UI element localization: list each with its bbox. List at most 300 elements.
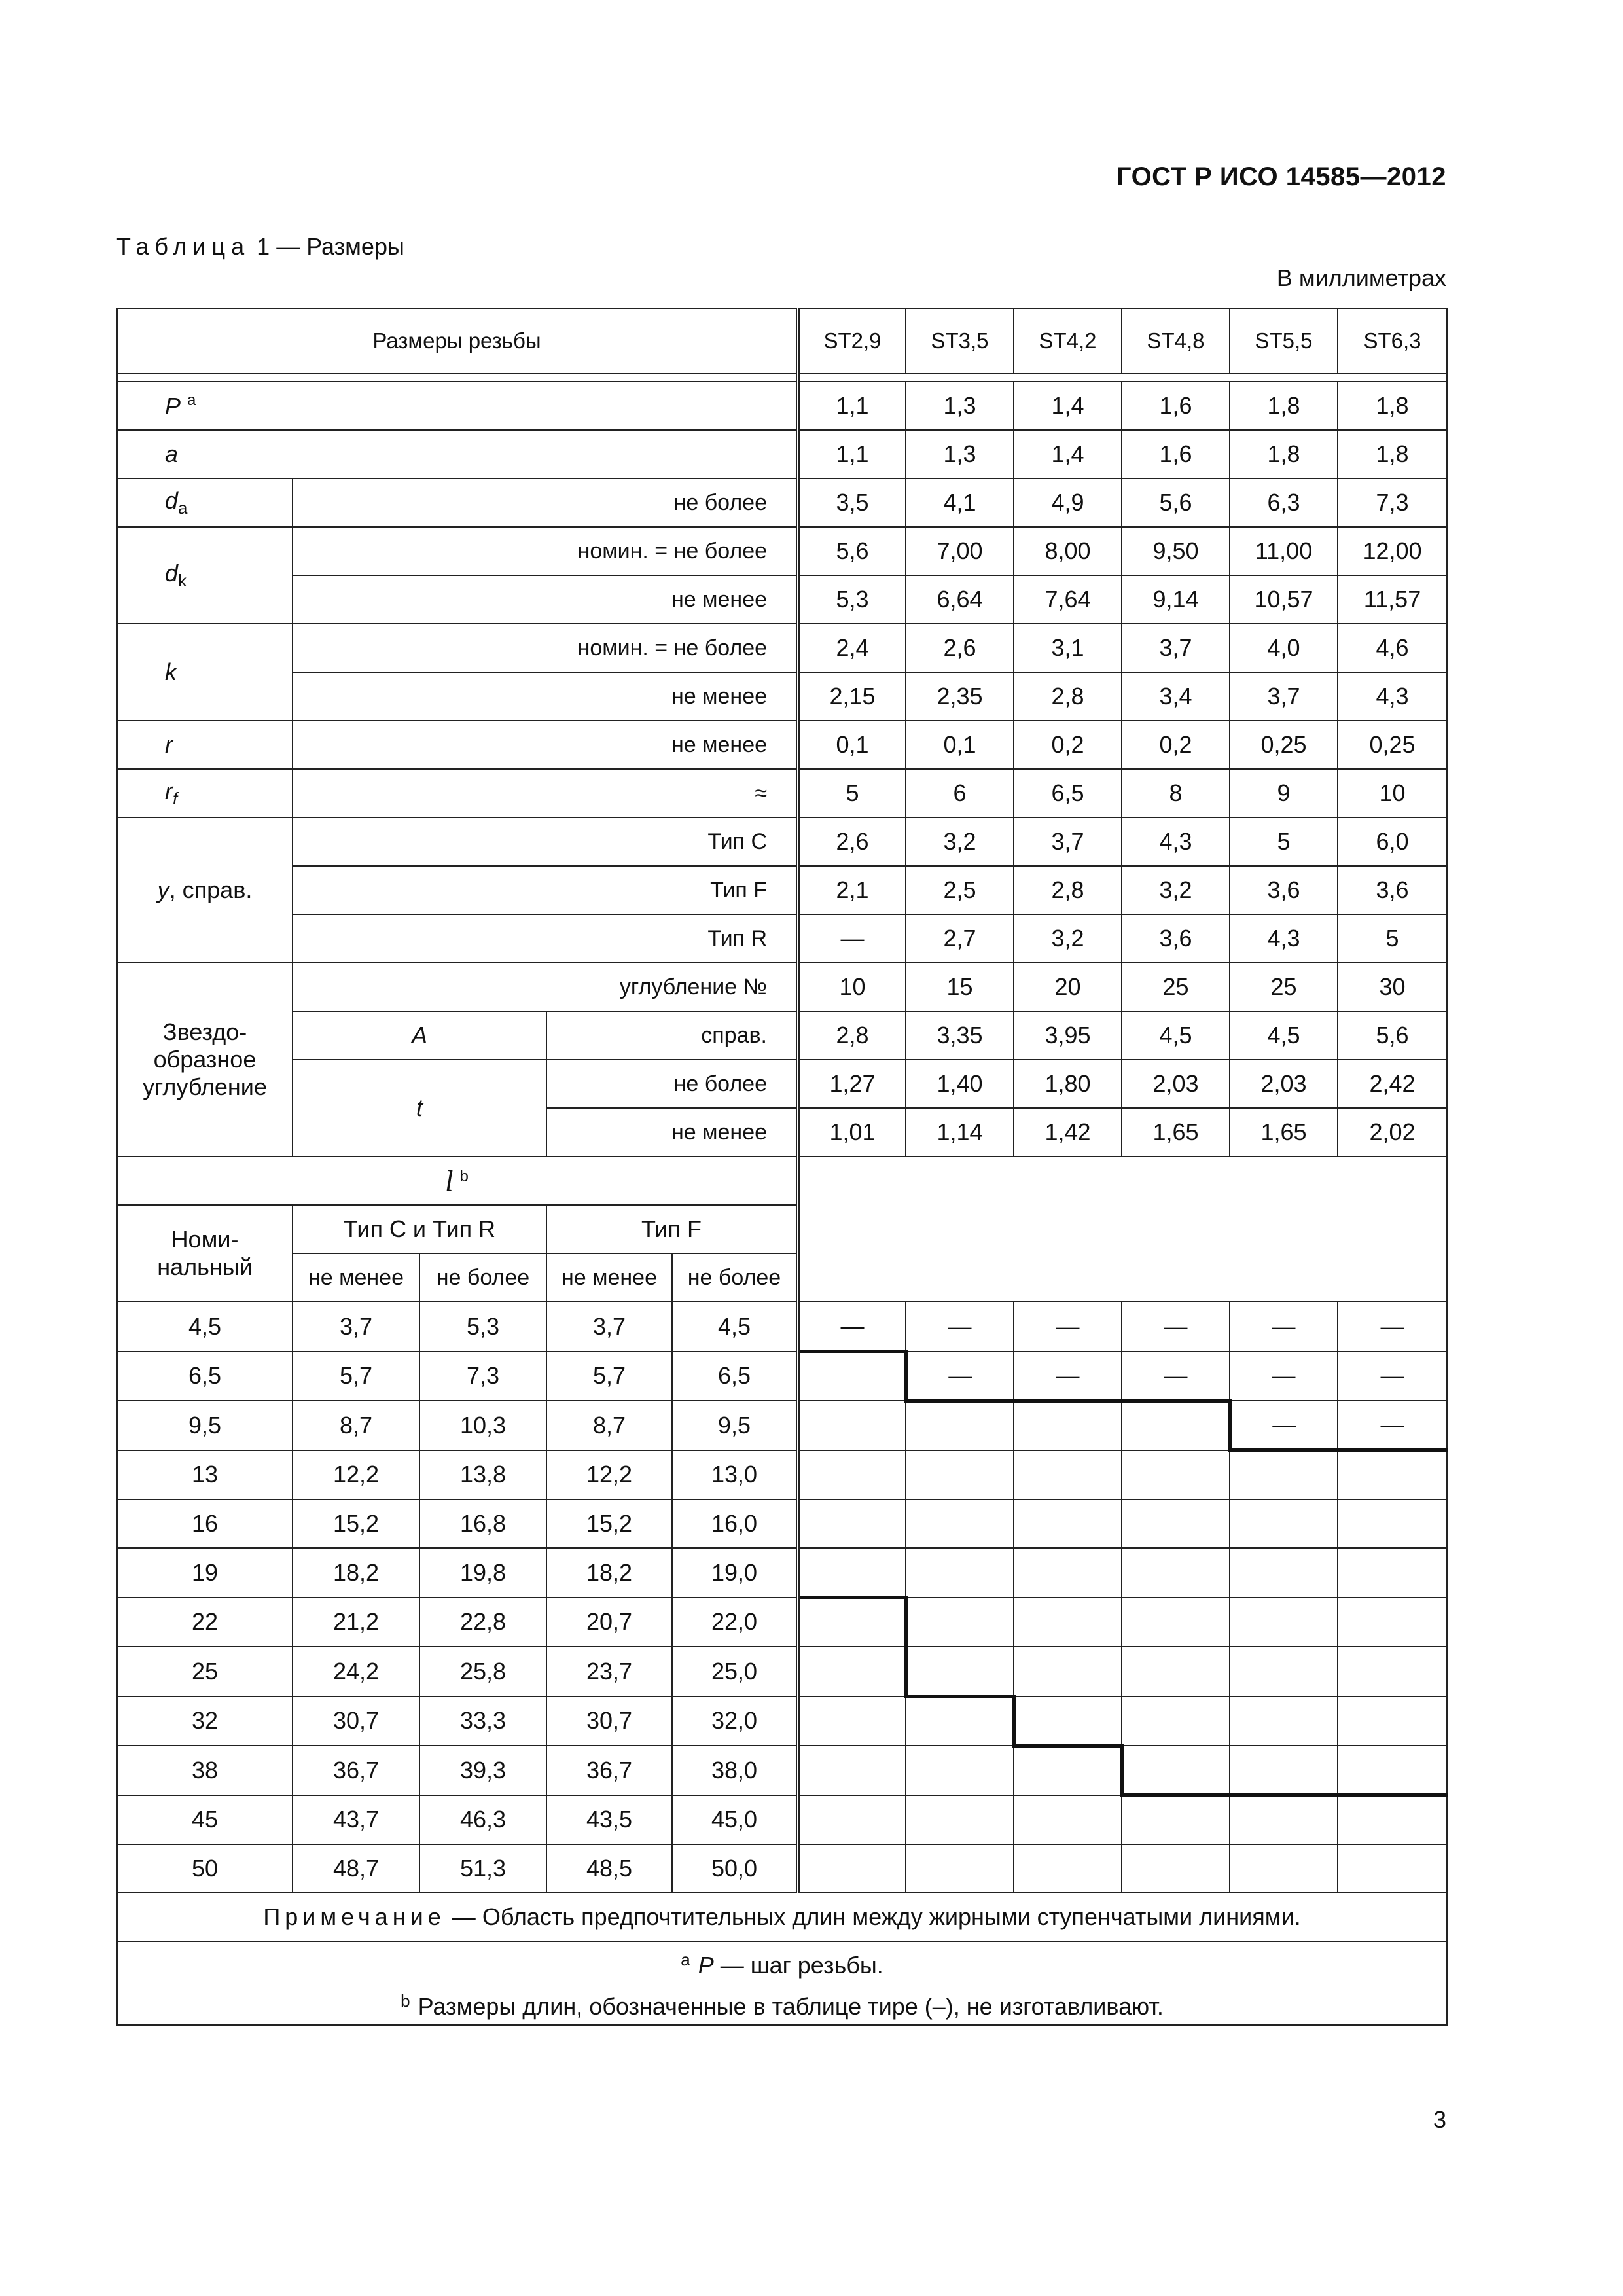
length-row [117,1795,1447,1845]
availability-cell [1122,1499,1230,1548]
length-cell: 5,3 [419,1302,546,1352]
value-cell: 2,03 [1230,1060,1338,1108]
caption-title: Размеры [306,233,404,260]
value-cell: 3,6 [1122,914,1230,963]
caption-dash: — [276,233,300,260]
qualifier: номин. = не более [293,527,798,575]
length-cell: 18,2 [293,1548,419,1598]
value-cell: 0,2 [1122,721,1230,769]
length-cell: 36,7 [293,1746,419,1795]
length-cell: 45,0 [672,1795,798,1845]
value-cell: 10,57 [1230,575,1338,624]
length-cell: 43,7 [293,1795,419,1845]
availability-cell: — [798,1302,906,1352]
row-dk-max [117,527,1447,575]
value-cell: 0,1 [906,721,1014,769]
availability-cell [1122,1795,1230,1845]
label-y: y, справ. [117,817,293,963]
length-cell: 43,5 [546,1795,672,1845]
length-cell: 15,2 [293,1499,419,1548]
value-cell: 2,4 [798,624,906,672]
value-cell: 8 [1122,769,1230,817]
value-cell: 5,6 [1122,478,1230,527]
value-cell: 5 [798,769,906,817]
availability-cell [798,1450,906,1500]
value-cell: 8,00 [1014,527,1122,575]
value-cell: 25 [1122,963,1230,1011]
length-row [117,1548,1447,1598]
availability-cell [906,1795,1014,1845]
availability-cell [798,1499,906,1548]
header-gap-row [117,374,1447,382]
length-cell: 13,8 [419,1450,546,1500]
value-cell: 2,5 [906,866,1014,914]
availability-cell [798,1795,906,1845]
length-row [117,1696,1447,1746]
length-row [117,1746,1447,1795]
availability-cell [1338,1647,1447,1696]
value-cell: 3,6 [1338,866,1447,914]
dimensions-table [116,308,1448,2026]
caption-word: Таблица [116,233,251,260]
length-cell: 46,3 [419,1795,546,1845]
qualifier: не менее [293,575,798,624]
value-cell: 1,6 [1122,382,1230,430]
length-cell: 22,0 [672,1598,798,1647]
size-header: ST2,9 [798,308,906,374]
value-cell: 4,5 [1122,1011,1230,1060]
value-cell: 1,8 [1230,430,1338,478]
value-cell: 0,2 [1014,721,1122,769]
blank-area [798,1157,1447,1302]
value-cell: 0,1 [798,721,906,769]
availability-cell [1122,1647,1230,1696]
length-cell: 8,7 [546,1401,672,1450]
length-cell: 50 [117,1844,293,1893]
length-cell: 48,7 [293,1844,419,1893]
length-cell: 20,7 [546,1598,672,1647]
size-header: ST4,2 [1014,308,1122,374]
length-cell: 12,2 [293,1450,419,1500]
value-cell: 3,7 [1230,672,1338,721]
length-cell: 25,8 [419,1647,546,1696]
value-cell: 4,0 [1230,624,1338,672]
row-da [117,478,1447,527]
length-cell: 38 [117,1746,293,1795]
qualifier: не менее [293,721,798,769]
availability-cell: — [1014,1302,1122,1352]
value-cell: 1,27 [798,1060,906,1108]
value-cell: 11,57 [1338,575,1447,624]
length-row [117,1352,1447,1401]
availability-cell [1014,1746,1122,1795]
qualifier: ≈ [293,769,798,817]
value-cell: 7,64 [1014,575,1122,624]
availability-cell [1014,1795,1122,1845]
qualifier: не менее [546,1108,798,1157]
availability-cell [798,1352,906,1401]
length-cell: 12,2 [546,1450,672,1500]
availability-cell [906,1746,1014,1795]
length-cell: 9,5 [117,1401,293,1450]
value-cell: 3,95 [1014,1011,1122,1060]
label-nominal: Номи- нальный [117,1205,293,1302]
label-max: не более [672,1253,798,1302]
value-cell: 3,2 [1014,914,1122,963]
availability-cell: — [1338,1352,1447,1401]
row-r [117,721,1447,769]
note-row [117,1893,1447,1941]
row-t-max [117,1060,1447,1108]
availability-cell: — [1122,1302,1230,1352]
value-cell: 4,5 [1230,1011,1338,1060]
length-cell: 13 [117,1450,293,1500]
value-cell: 5,6 [1338,1011,1447,1060]
table-caption [116,233,404,260]
availability-cell: — [906,1302,1014,1352]
row-rf [117,769,1447,817]
availability-cell [1122,1598,1230,1647]
availability-cell: — [1338,1401,1447,1450]
availability-cell [1014,1401,1122,1450]
value-cell: 12,00 [1338,527,1447,575]
value-cell: 3,1 [1014,624,1122,672]
value-cell: 6,0 [1338,817,1447,866]
dimensions-table-wrapper [116,308,1446,2026]
label-da: $d_a$ [117,478,293,527]
length-cell: 19 [117,1548,293,1598]
value-cell: 9,50 [1122,527,1230,575]
value-cell: 2,7 [906,914,1014,963]
length-cell: 13,0 [672,1450,798,1500]
value-cell: 1,65 [1230,1108,1338,1157]
footnotes-row [117,1941,1447,2025]
length-cell: 22,8 [419,1598,546,1647]
length-cell: 45 [117,1795,293,1845]
availability-cell [1122,1746,1230,1795]
length-cell: 38,0 [672,1746,798,1795]
length-cell: 6,5 [672,1352,798,1401]
value-cell: 4,3 [1122,817,1230,866]
availability-cell [1014,1450,1122,1500]
availability-cell [1230,1647,1338,1696]
value-cell: 1,4 [1014,430,1122,478]
value-cell: 1,40 [906,1060,1014,1108]
length-cell: 30,7 [293,1696,419,1746]
value-cell: 3,7 [1014,817,1122,866]
availability-cell [1230,1499,1338,1548]
qualifier: справ. [546,1011,798,1060]
length-row [117,1450,1447,1500]
units-label: В миллиметрах [1276,264,1446,291]
row-dk-min [117,575,1447,624]
availability-cell: — [1122,1352,1230,1401]
availability-cell [1122,1844,1230,1893]
label-min: не менее [293,1253,419,1302]
availability-cell [798,1598,906,1647]
value-cell: 0,25 [1338,721,1447,769]
value-cell: 1,01 [798,1108,906,1157]
availability-cell [1014,1499,1122,1548]
availability-cell: — [1230,1302,1338,1352]
row-y-f [117,866,1447,914]
availability-cell [906,1647,1014,1696]
value-cell: 1,14 [906,1108,1014,1157]
note: Примечание — Область предпочтительных длин между жирными ступенчатыми линиями. [117,1893,1447,1941]
availability-cell [1014,1598,1122,1647]
length-row [117,1302,1447,1352]
value-cell: 1,8 [1230,382,1338,430]
label-recess: Звездо- образное углубление [117,963,293,1157]
availability-cell [906,1450,1014,1500]
length-cell: 23,7 [546,1647,672,1696]
availability-cell [1338,1598,1447,1647]
length-cell: 36,7 [546,1746,672,1795]
label-dk: $d_k$ [117,527,293,624]
availability-cell [1122,1450,1230,1500]
length-row [117,1499,1447,1548]
value-cell: 5 [1230,817,1338,866]
length-cell: 30,7 [546,1696,672,1746]
availability-cell [906,1499,1014,1548]
availability-cell: — [906,1352,1014,1401]
label-r: r [117,721,293,769]
value-cell: 11,00 [1230,527,1338,575]
qualifier: углубление № [293,963,798,1011]
label-min: не менее [546,1253,672,1302]
label-P: P $^a$ [117,382,798,430]
row-k-max [117,624,1447,672]
value-cell: 5,6 [798,527,906,575]
availability-cell [1230,1746,1338,1795]
qualifier: Тип F [293,866,798,914]
value-cell: 2,35 [906,672,1014,721]
availability-cell [1122,1696,1230,1746]
label-l: l $^b$ [117,1157,798,1205]
length-cell: 10,3 [419,1401,546,1450]
length-row [117,1598,1447,1647]
availability-cell [1122,1548,1230,1598]
availability-cell [1230,1696,1338,1746]
availability-cell [1338,1844,1447,1893]
value-cell: 20 [1014,963,1122,1011]
caption-number: 1 [257,233,270,260]
availability-cell: — [1230,1401,1338,1450]
length-cell: 32 [117,1696,293,1746]
label-t: t [293,1060,546,1157]
value-cell: 10 [1338,769,1447,817]
label-type-f: Тип F [546,1205,798,1253]
label-k: k [117,624,293,721]
value-cell: 5,3 [798,575,906,624]
length-cell: 48,5 [546,1844,672,1893]
availability-cell [1230,1450,1338,1500]
availability-cell [1338,1746,1447,1795]
qualifier: Тип C [293,817,798,866]
value-cell: 4,6 [1338,624,1447,672]
value-cell: 10 [798,963,906,1011]
availability-cell: — [1014,1352,1122,1401]
value-cell: 6,5 [1014,769,1122,817]
value-cell: 5 [1338,914,1447,963]
value-cell: 3,2 [1122,866,1230,914]
value-cell: 3,6 [1230,866,1338,914]
availability-cell [1338,1548,1447,1598]
qualifier: не более [293,478,798,527]
footnote-b: $^b$ Размеры длин, обозначенные в таблице тире (–), не изготавливают. [401,1991,1164,2020]
length-cell: 19,0 [672,1548,798,1598]
length-cell: 15,2 [546,1499,672,1548]
availability-cell [906,1401,1014,1450]
value-cell: 1,3 [906,430,1014,478]
length-cell: 6,5 [117,1352,293,1401]
value-cell: — [798,914,906,963]
row-recess-no [117,963,1447,1011]
qualifier: не менее [293,672,798,721]
size-header: ST6,3 [1338,308,1447,374]
row-length-title [117,1157,1447,1205]
value-cell: 9 [1230,769,1338,817]
availability-cell [1338,1499,1447,1548]
availability-cell [1014,1647,1122,1696]
page-number: 3 [1433,2106,1446,2133]
label-A: A [293,1011,546,1060]
availability-cell [798,1746,906,1795]
availability-cell [906,1548,1014,1598]
availability-cell [1014,1696,1122,1746]
value-cell: 4,3 [1338,672,1447,721]
value-cell: 1,8 [1338,430,1447,478]
length-cell: 5,7 [293,1352,419,1401]
document-code: ГОСТ Р ИСО 14585—2012 [1116,162,1446,191]
value-cell: 2,8 [1014,866,1122,914]
value-cell: 1,65 [1122,1108,1230,1157]
availability-cell [906,1598,1014,1647]
value-cell: 3,2 [906,817,1014,866]
value-cell: 4,1 [906,478,1014,527]
value-cell: 6,3 [1230,478,1338,527]
value-cell: 1,6 [1122,430,1230,478]
value-cell: 9,14 [1122,575,1230,624]
row-a [117,430,1447,478]
length-cell: 16,0 [672,1499,798,1548]
header-row [117,308,1447,374]
length-rows [117,1302,1447,1893]
availability-cell: — [1230,1352,1338,1401]
length-cell: 4,5 [117,1302,293,1352]
value-cell: 2,6 [798,817,906,866]
availability-cell [1338,1795,1447,1845]
availability-cell [798,1548,906,1598]
length-cell: 9,5 [672,1401,798,1450]
value-cell: 1,3 [906,382,1014,430]
value-cell: 25 [1230,963,1338,1011]
value-cell: 15 [906,963,1014,1011]
length-cell: 8,7 [293,1401,419,1450]
header-gap [798,374,1447,382]
row-k-min [117,672,1447,721]
availability-cell [1338,1450,1447,1500]
length-cell: 21,2 [293,1598,419,1647]
availability-cell: — [1338,1302,1447,1352]
value-cell: 2,1 [798,866,906,914]
length-cell: 24,2 [293,1647,419,1696]
value-cell: 4,3 [1230,914,1338,963]
label-max: не более [419,1253,546,1302]
size-header: ST3,5 [906,308,1014,374]
value-cell: 3,7 [1122,624,1230,672]
availability-cell [906,1696,1014,1746]
length-cell: 4,5 [672,1302,798,1352]
qualifier: Тип R [293,914,798,963]
length-row [117,1844,1447,1893]
length-cell: 3,7 [546,1302,672,1352]
value-cell: 2,8 [798,1011,906,1060]
value-cell: 2,42 [1338,1060,1447,1108]
value-cell: 1,4 [1014,382,1122,430]
availability-cell [798,1401,906,1450]
value-cell: 1,1 [798,430,906,478]
value-cell: 4,9 [1014,478,1122,527]
param-header: Размеры резьбы [117,308,798,374]
size-header: ST4,8 [1122,308,1230,374]
row-y-r [117,914,1447,963]
value-cell: 1,8 [1338,382,1447,430]
length-cell: 32,0 [672,1696,798,1746]
table-footer [117,1893,1447,2025]
value-cell: 6,64 [906,575,1014,624]
value-cell: 2,8 [1014,672,1122,721]
availability-cell [1230,1795,1338,1845]
row-y-c [117,817,1447,866]
value-cell: 6 [906,769,1014,817]
value-cell: 0,25 [1230,721,1338,769]
length-cell: 16,8 [419,1499,546,1548]
value-cell: 7,3 [1338,478,1447,527]
availability-cell [1014,1844,1122,1893]
availability-cell [1230,1598,1338,1647]
value-cell: 1,1 [798,382,906,430]
label-a: a [117,430,798,478]
length-cell: 39,3 [419,1746,546,1795]
value-cell: 30 [1338,963,1447,1011]
footnote-a: $^a$ P — шаг резьбы. [681,1950,883,1979]
length-cell: 19,8 [419,1548,546,1598]
value-cell: 2,6 [906,624,1014,672]
length-row [117,1647,1447,1696]
length-cell: 51,3 [419,1844,546,1893]
row-A [117,1011,1447,1060]
length-cell: 5,7 [546,1352,672,1401]
size-header: ST5,5 [1230,308,1338,374]
availability-cell [1122,1401,1230,1450]
availability-cell [798,1696,906,1746]
availability-cell [906,1844,1014,1893]
qualifier: номин. = не более [293,624,798,672]
value-cell: 7,00 [906,527,1014,575]
length-cell: 22 [117,1598,293,1647]
availability-cell [798,1844,906,1893]
availability-cell [1014,1548,1122,1598]
length-cell: 7,3 [419,1352,546,1401]
length-row [117,1401,1447,1450]
availability-cell [1338,1696,1447,1746]
header-gap [117,374,798,382]
availability-cell [1230,1548,1338,1598]
footnotes [117,1941,1447,2025]
length-cell: 18,2 [546,1548,672,1598]
length-cell: 16 [117,1499,293,1548]
